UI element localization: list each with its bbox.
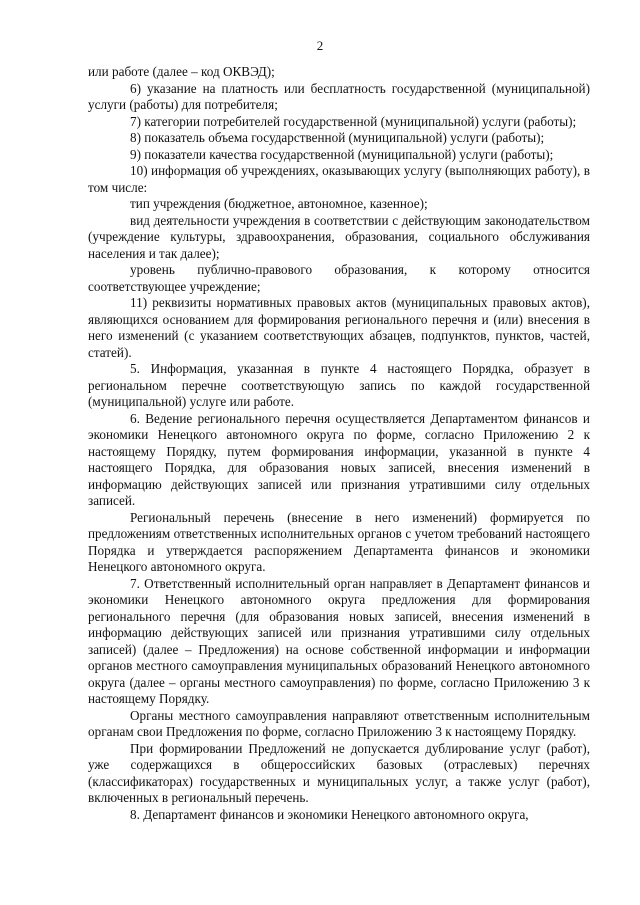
document-body: [88, 64, 590, 823]
paragraph: Региональный перечень (внесение в него изменений) формируется по предложениям ответственных исполнительных органов с учетом требований настоящего Порядка и утверждается распоряжением Департамента финансов и экономики Ненецкого автономного округа.: [88, 509, 590, 574]
paragraph: или работе (далее – код ОКВЭД);: [88, 64, 275, 79]
paragraph: 7. Ответственный исполнительный орган направляет в Департамент финансов и экономики Ненецкого автономного округа предложения для формирования регионального перечня (для образования новых записей, внесения изменений в информацию действующих записей или признания утратившими силу отдельных записей) (далее – Предложения) на основе собственной информации и информации органов местного самоуправления муниципальных образований Ненецкого автономного округа (далее – органы местного самоуправления) по форме, согласно Приложению 3 к настоящему Порядку.: [88, 575, 590, 706]
paragraph: 7) категории потребителей государственной (муниципальной) услуги (работы);: [130, 113, 577, 129]
paragraph: уровень публично-правового образования, к которому относится соответствующее учреждение;: [88, 262, 590, 294]
paragraph: тип учреждения (бюджетное, автономное, казенное);: [130, 196, 428, 211]
paragraph: 8) показатель объема государственной (муниципальной) услуги (работы);: [130, 130, 545, 145]
paragraph: 9) показатели качества государственной (муниципальной) услуги (работы);: [130, 146, 554, 162]
page-number: 2: [316, 38, 324, 53]
paragraph: 6) указание на платность или бесплатность государственной (муниципальной) услуги (работы) для потребителя;: [88, 80, 590, 112]
paragraph: 10) информация об учреждениях, оказывающих услугу (выполняющих работу), в том числе:: [88, 163, 590, 195]
paragraph: 8. Департамент финансов и экономики Ненецкого автономного округа,: [130, 806, 529, 822]
paragraph: 6. Ведение регионального перечня осуществляется Департаментом финансов и экономики Ненецкого автономного округа по форме, согласно Приложению 2 к настоящему Порядку, путем формирования информации, указанной в пункте 4 настоящего Порядка, для образования новых записей, внесения изменений в информацию действующих записей или признания утратившими силу отдельных записей.: [88, 410, 590, 508]
paragraph: 5. Информация, указанная в пункте 4 настоящего Порядка, образует в региональном перечне соответствующую запись по каждой государственной (муниципальной) услуге или работе.: [88, 361, 590, 409]
paragraph: Органы местного самоуправления направляют ответственным исполнительным органам свои Предложения по форме, согласно Приложению 3 к настоящему Порядку.: [88, 707, 590, 739]
paragraph: 11) реквизиты нормативных правовых актов (муниципальных правовых актов), являющихся основанием для формирования регионального перечня и (или) внесения в него изменений (с указанием соответствующих абзацев, подпунктов, пунктов, частей, статей).: [88, 295, 590, 360]
paragraph: При формировании Предложений не допускается дублирование услуг (работ), уже содержащихся в общероссийских базовых (отраслевых) перечнях (классификаторах) государственных и муниципальных услуг, а также услуг (работ), включенных в региональный перечень.: [88, 740, 590, 805]
paragraph: вид деятельности учреждения в соответствии с действующим законодательством (учреждение культуры, здравоохранения, образования, социального обслуживания населения и так далее);: [88, 212, 590, 261]
